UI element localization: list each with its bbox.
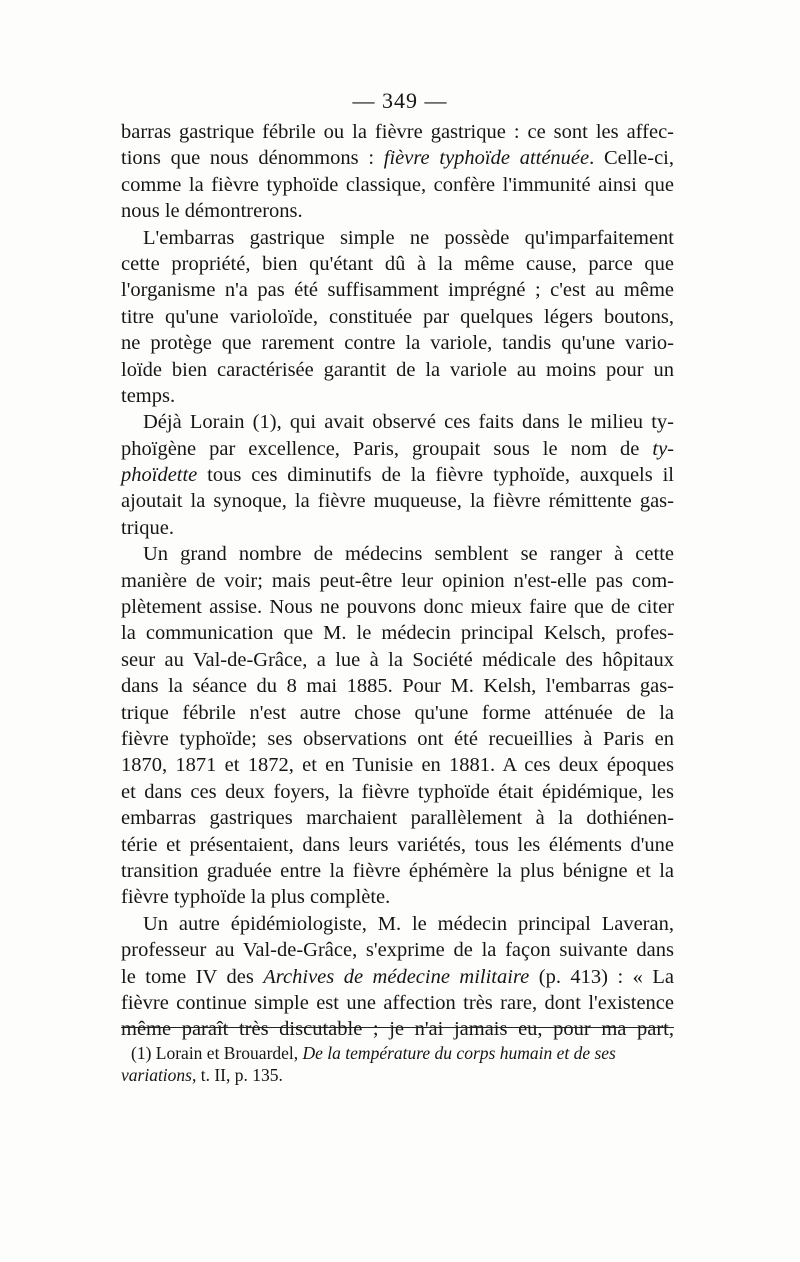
text-line: loïde bien caractérisée garantit de la variole au moins pour un <box>121 358 674 381</box>
text-line: ne protège que rarement contre la variole, tandis qu'une vario- <box>121 332 674 355</box>
text-line: professeur au Val-de-Grâce, s'exprime de la façon suivante dans <box>121 939 674 962</box>
text-line: le tome IV des Archives de médecine militaire (p. 413) : « La <box>121 965 674 988</box>
text-line: l'organisme n'a pas été suffisamment imprégné ; c'est au même <box>121 279 674 302</box>
text-line: Un autre épidémiologiste, M. le médecin principal Laveran, <box>143 912 674 935</box>
italic-phrase: ty- <box>652 437 674 460</box>
text-line: barras gastrique fébrile ou la fièvre gastrique : ce sont les affec- <box>121 121 674 143</box>
text-line: fièvre continue simple est une affection très rare, dont l'existence <box>121 991 674 1014</box>
text-line: comme la fièvre typhoïde classique, confère l'immunité ainsi que <box>121 173 674 196</box>
text-line: térie et présentaient, dans leurs variétés, tous les éléments d'une <box>121 833 674 856</box>
text-line: nous le démontrerons. <box>121 200 303 223</box>
page-number: — 349 — <box>352 88 448 113</box>
text-line: fièvre typhoïde la plus complète. <box>121 886 391 909</box>
text-line: trique fébrile n'est autre chose qu'une forme atténuée de la <box>121 701 674 724</box>
footnote-line: (1) Lorain et Brouardel, De la température du corps humain et de ses <box>131 1043 616 1063</box>
text-line: ajoutait la synoque, la fièvre muqueuse, la fièvre rémittente gas- <box>121 490 674 513</box>
text-line: dans la séance du 8 mai 1885. Pour M. Kelsh, l'embarras gas- <box>121 675 674 698</box>
text-line: 1870, 1871 et 1872, et en Tunisie en 1881. A ces deux époques <box>121 754 674 777</box>
text-line: Un grand nombre de médecins semblent se ranger à cette <box>143 543 674 566</box>
text-line: même paraît très discutable ; je n'ai jamais eu, pour ma part, <box>121 1018 674 1041</box>
text-line: L'embarras gastrique simple ne possède qu'imparfaitement <box>143 226 674 249</box>
footnote <box>121 1042 674 1086</box>
text-line: fièvre typhoïde; ses observations ont été recueillies à Paris en <box>121 727 674 750</box>
text-line: la communication que M. le médecin principal Kelsch, profes- <box>121 622 674 645</box>
footnote-rule <box>121 1027 674 1028</box>
text-line: phoïgène par excellence, Paris, groupait sous le nom de ty- <box>121 437 674 460</box>
text-line: cette propriété, bien qu'étant dû à la même cause, parce que <box>121 252 674 275</box>
italic-phrase: phoïdette <box>121 464 198 487</box>
body-text <box>121 119 674 1043</box>
text-line: phoïdette tous ces diminutifs de la fièvre typhoïde, auxquels il <box>121 464 674 487</box>
italic-phrase: Archives de médecine militaire <box>263 965 530 988</box>
text-line: seur au Val-de-Grâce, a lue à la Société médicale des hôpitaux <box>121 648 674 671</box>
text-line: transition graduée entre la fièvre éphémère la plus bénigne et la <box>121 859 674 882</box>
text-line: et dans ces deux foyers, la fièvre typhoïde était épidémique, les <box>121 780 674 803</box>
italic-phrase: De la température du corps humain et de ses <box>302 1043 616 1063</box>
text-line: temps. <box>121 384 176 407</box>
italic-phrase: fièvre typhoïde atténuée <box>383 147 590 170</box>
text-line: plètement assise. Nous ne pouvons donc mieux faire que de citer <box>121 596 674 619</box>
italic-phrase: variations <box>121 1065 192 1085</box>
footnote-line: variations, t. II, p. 135. <box>121 1065 283 1085</box>
text-line: titre qu'une varioloïde, constituée par quelques légers boutons, <box>121 305 674 328</box>
text-line: embarras gastriques marchaient parallèlement à la dothiénen- <box>121 807 674 830</box>
text-line: trique. <box>121 516 174 539</box>
text-line: Déjà Lorain (1), qui avait observé ces faits dans le milieu ty- <box>143 411 674 434</box>
text-line: manière de voir; mais peut-être leur opinion n'est-elle pas com- <box>121 569 674 592</box>
text-line: tions que nous dénommons : fièvre typhoïde atténuée. Celle-ci, <box>121 147 675 170</box>
